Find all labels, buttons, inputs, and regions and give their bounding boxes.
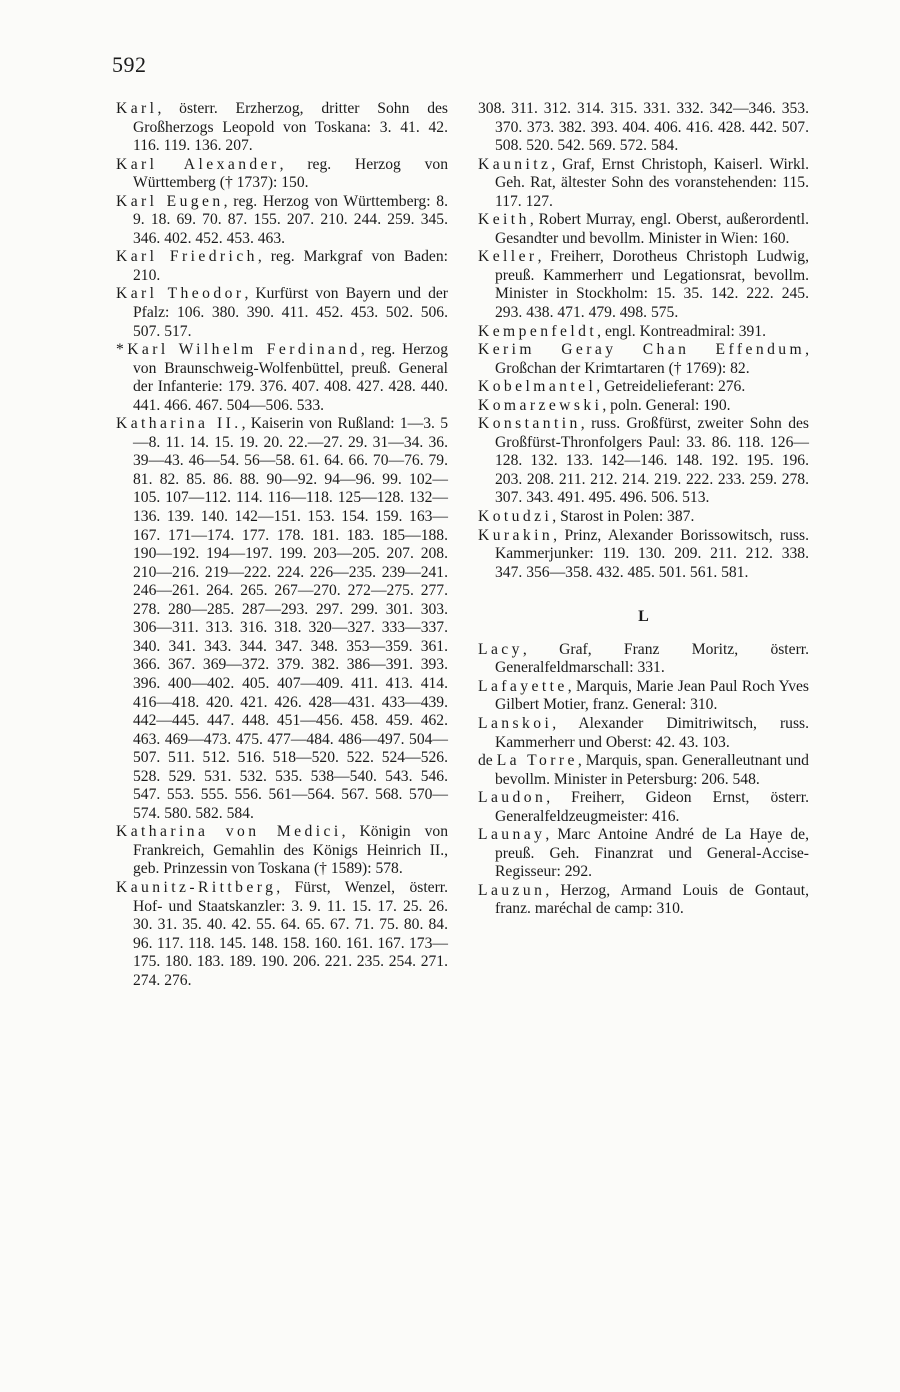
index-entry: [478, 341, 809, 378]
entry-name: Kempenfeldt: [478, 322, 598, 340]
entry-name: Karl Alexander: [116, 155, 280, 173]
entry-text: , Herzog, Armand Louis de Gontaut, franz. maréchal de camp: 310.: [495, 881, 809, 918]
entry-name: Lafayette: [478, 677, 568, 695]
entry-text: , Getreidelieferant: 276.: [596, 378, 746, 396]
entry-name: Karl Theodor: [116, 285, 245, 303]
entry-name: Komarzewski: [478, 396, 603, 414]
index-entry: [478, 248, 809, 322]
index-entry: [478, 826, 809, 882]
index-entry: [116, 100, 448, 156]
entry-name: Lacy: [478, 640, 523, 658]
entry-text: , reg. Herzog von Württemberg († 1737): 150.: [133, 155, 449, 192]
entry-name: *Karl Wilhelm Ferdinand: [116, 341, 361, 359]
entry-name: Karl Friedrich: [116, 248, 258, 266]
index-entry: [478, 527, 809, 583]
entry-name: Kaunitz-Rittberg: [116, 878, 277, 896]
page-number: 592: [112, 52, 147, 77]
index-entry: [478, 508, 809, 527]
entry-text: , Freiherr, Dorotheus Christoph Ludwig, preuß. Kammerherr und Legationsrat, bevollm. Minister in Stockholm: 15. 35. 142. 222. 245. 293. 438. 471. 479. 498. 575.: [495, 248, 809, 322]
entry-text: , reg. Herzog von Württemberg: 8. 9. 18. 69. 70. 87. 155. 207. 210. 244. 259. 345. 346. 402. 452. 453. 463.: [133, 192, 448, 247]
entry-text: , Robert Murray, engl. Oberst, außerordentl. Gesandter und bevollm. Minister in Wien: 160.: [495, 211, 809, 247]
entry-text: , Alexander Dimitriwitsch, russ. Kammerherr und Oberst: 42. 43. 103.: [495, 714, 809, 751]
entry-name: Kobelmantel: [478, 378, 597, 396]
entry-text: , engl. Kontreadmiral: 391.: [597, 322, 767, 340]
entry-name: Kurakin: [478, 526, 554, 544]
index-column-left: [116, 100, 448, 990]
entry-text: , Großchan der Krimtartaren († 1769): 82.: [495, 341, 809, 377]
entry-text: , Königin von Frankreich, Gemahlin des Königs Heinrich II., geb. Prinzessin von Toskana († 1589): 578.: [133, 823, 448, 878]
entry-text: , poln. General: 190.: [602, 396, 731, 414]
index-entry: [116, 879, 448, 990]
entry-prefix: de: [478, 752, 497, 770]
entry-text: , Fürst, Wenzel, österr. Hof- und Staatskanzler: 3. 9. 11. 15. 17. 25. 26. 30. 31. 35. 40. 42. 55. 64. 65. 67. 71. 75. 80. 84. 96. 117. 118. 145. 148. 158. 160. 161. 167. 173—175. 180. 183. 189. 190. 206. 221. 235. 254. 271. 274. 276.: [133, 878, 448, 989]
index-entry: [116, 248, 448, 285]
entry-text: , reg. Herzog von Braunschweig-Wolfenbüttel, preuß. General der Infanterie: 179. 376. 407. 408. 427. 428. 440. 441. 466. 467. 504—506. 533.: [133, 341, 448, 414]
entry-text: , Starost in Polen: 387.: [552, 508, 695, 526]
entry-text: , Marquis, span. Generalleutnant und bevollm. Minister in Petersburg: 206. 548.: [495, 752, 809, 788]
index-entry: [478, 378, 809, 397]
entry-name: Katharina II.: [116, 415, 242, 433]
index-entry-continuation: [478, 100, 809, 156]
index-entry: [478, 397, 809, 416]
entry-text: 308. 311. 312. 314. 315. 331. 332. 342—346. 353. 370. 373. 382. 393. 404. 406. 416. 428. 442. 507. 508. 520. 542. 569. 572. 584.: [478, 100, 809, 155]
index-entry: [478, 211, 809, 248]
entry-name: Kerim Geray Chan Effendum: [478, 341, 806, 359]
index-entry: [478, 156, 809, 212]
entry-name: Lanskoi: [478, 714, 553, 732]
index-entry: [116, 193, 448, 249]
index-entry: [478, 789, 809, 826]
entry-name: La Torre: [496, 752, 578, 770]
entry-text: , Marc Antoine André de La Haye de, preuß. Geh. Finanzrat und General-Accise-Regisseur: 292.: [495, 826, 809, 881]
index-entry: [478, 641, 809, 678]
entry-text: , Graf, Franz Moritz, österr. Generalfeldmarschall: 331.: [495, 640, 809, 677]
index-entry: [478, 752, 809, 789]
entry-text: , Marquis, Marie Jean Paul Roch Yves Gilbert Motier, franz. General: 310.: [495, 677, 809, 714]
entry-text: , russ. Großfürst, zweiter Sohn des Großfürst-Thronfolgers Paul: 33. 86. 118. 126—128. 132. 133. 142—146. 148. 192. 195. 196. 203. 208. 211. 212. 214. 219. 222. 233. 259. 278. 307. 343. 491. 495. 496. 506. 513.: [495, 415, 809, 507]
entry-text: , Prinz, Alexander Borissowitsch, russ. Kammerjunker: 119. 130. 209. 211. 212. 338. 347. 356—358. 432. 485. 501. 561. 581.: [495, 526, 809, 581]
index-entry: [478, 678, 809, 715]
entry-text: , Kaiserin von Rußland: 1—3. 5—8. 11. 14. 15. 19. 20. 22.—27. 29. 31—34. 36. 39—43. 46—54. 56—58. 61. 64. 66. 70—76. 79. 81. 82. 85. 86. 88. 90—92. 94—96. 99. 102—105. 107—112. 114. 116—118. 125—128. 132—136. 139. 140. 142—151. 153. 154. 159. 163—167. 171—174. 177. 178. 181. 183. 185—188. 190—192. 194—197. 199. 203—205. 207. 208. 210—216. 219—222. 224. 226—235. 239—241. 246—261. 264. 265. 267—270. 272—275. 277. 278. 280—285. 287—293. 297. 299. 301. 303. 306—311. 313. 316. 318. 320—327. 333—337. 340. 341. 343. 344. 347. 348. 353—359. 361. 366. 367. 369—372. 379. 382. 386—391. 393. 396. 400—402. 405. 407—409. 411. 413. 414. 416—418. 420. 421. 426. 428—431. 433—439. 442—445. 447. 448. 451—456. 458. 459. 462. 463. 469—473. 475. 477—484. 486—497. 504—507. 511. 512. 516. 518—520. 522. 524—526. 528. 529. 531. 532. 535. 538—540. 543. 546. 547. 553. 555. 556. 561—564. 567. 568. 570—574. 580. 582. 584.: [133, 415, 448, 822]
entry-name: Keith: [478, 211, 530, 229]
entry-name: Kotudzi: [478, 508, 553, 526]
index-column-right: [478, 100, 809, 919]
entry-text: , Freiherr, Gideon Ernst, österr. Generalfeldzeugmeister: 416.: [495, 789, 809, 825]
index-entry: [116, 415, 448, 823]
section-letter-heading: L: [638, 608, 649, 626]
index-entry: [478, 323, 809, 342]
index-entry: [116, 285, 448, 341]
index-entry: [116, 823, 448, 879]
index-entry: [116, 341, 448, 415]
entry-name: Katharina von Medici: [116, 823, 342, 841]
index-entry: [478, 415, 809, 508]
entry-name: Lauzun: [478, 881, 546, 899]
entry-name: Launay: [478, 826, 546, 844]
entry-text: , österr. Erzherzog, dritter Sohn des Großherzogs Leopold von Toskana: 3. 41. 42. 116. 119. 136. 207.: [133, 100, 448, 155]
index-entry: [478, 882, 809, 919]
index-entry: [478, 715, 809, 752]
entry-text: , Graf, Ernst Christoph, Kaiserl. Wirkl. Geh. Rat, ältester Sohn des voranstehenden: 115. 117. 127.: [495, 155, 809, 210]
entry-name: Kaunitz: [478, 155, 552, 173]
entry-text: , reg. Markgraf von Baden: 210.: [133, 248, 448, 284]
entry-name: Keller: [478, 248, 538, 266]
entry-name: Karl: [116, 100, 158, 117]
entry-text: , Kurfürst von Bayern und der Pfalz: 106. 380. 390. 411. 452. 453. 502. 506. 507. 517.: [133, 285, 448, 340]
index-entry: [116, 156, 448, 193]
entry-name: Karl Eugen: [116, 192, 224, 210]
entry-name: Laudon: [478, 789, 547, 807]
entry-name: Konstantin: [478, 415, 581, 433]
